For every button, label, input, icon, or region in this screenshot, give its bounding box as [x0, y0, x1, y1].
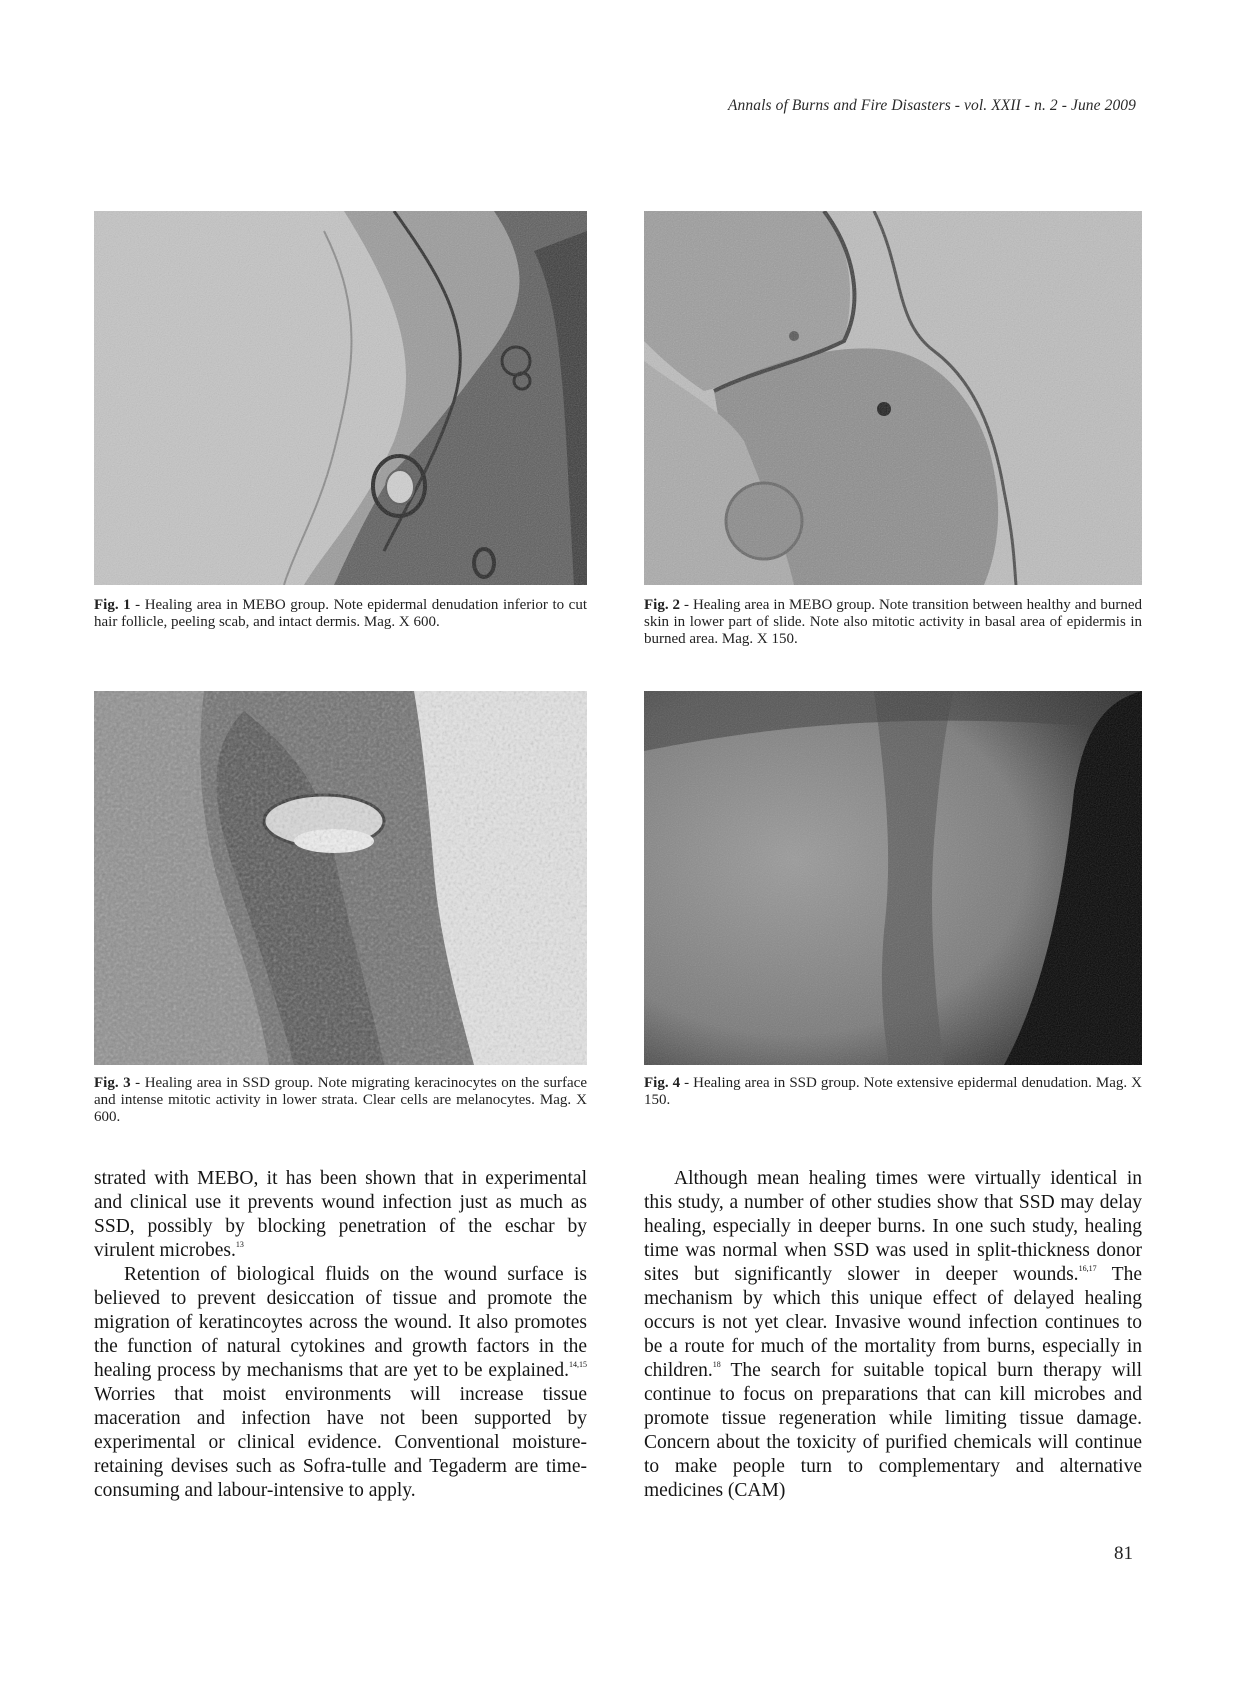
- citation-16-17: 16,17: [1078, 1264, 1097, 1273]
- figure-3-label: Fig. 3: [94, 1075, 131, 1091]
- figure-2: [644, 211, 1142, 585]
- figure-3-micrograph: [94, 691, 587, 1065]
- right-paragraph-1: [644, 1167, 1142, 1503]
- left-paragraph-2: [94, 1263, 587, 1503]
- citation-14-15: 14,15: [569, 1360, 587, 1369]
- figure-1-label: Fig. 1: [94, 597, 131, 613]
- left-paragraph-1: [94, 1167, 587, 1263]
- figure-3-caption: [94, 1075, 587, 1126]
- figure-3: [94, 691, 587, 1065]
- figure-2-label: Fig. 2: [644, 597, 681, 613]
- page-number: 81: [1114, 1543, 1133, 1564]
- figure-4-caption-text: - Healing area in SSD group. Note extensive epidermal denudation. Mag. X 150.: [644, 1075, 1142, 1108]
- right-paragraph-1-text-b: The mechanism by which this unique effect of delayed healing occurs is not yet clear. Invasive wound infection continues to be a route for much of the mortality from burns, especially in children.: [644, 1264, 1142, 1381]
- figure-2-caption: [644, 597, 1142, 648]
- figure-1-caption: [94, 597, 587, 631]
- citation-13: 13: [235, 1240, 244, 1249]
- figure-1-micrograph: [94, 211, 587, 585]
- body-left-column: [94, 1167, 587, 1503]
- citation-18: 18: [712, 1360, 721, 1369]
- figure-1: [94, 211, 587, 585]
- figure-4: [644, 691, 1142, 1065]
- left-paragraph-1-text: strated with MEBO, it has been shown that in experimental and clinical use it prevents wound infection just as much as SSD, possibly by blocking penetration of the eschar by virulent microbes.: [94, 1168, 587, 1261]
- figure-2-micrograph: [644, 211, 1142, 585]
- figure-4-caption: [644, 1075, 1142, 1109]
- figure-3-caption-text: - Healing area in SSD group. Note migrating keracinocytes on the surface and intense mitotic activity in lower strata. Clear cells are melanocytes. Mag. X 600.: [94, 1075, 587, 1125]
- figure-1-caption-text: - Healing area in MEBO group. Note epidermal denudation inferior to cut hair follicle, peeling scab, and intact dermis. Mag. X 600.: [94, 597, 587, 630]
- running-header: Annals of Burns and Fire Disasters - vol. XXII - n. 2 - June 2009: [727, 97, 1136, 114]
- left-paragraph-2-text-b: Worries that moist environments will increase tissue maceration and infection have not been supported by experimental or clinical evidence. Conventional moisture-retaining devises such as Sofra-tulle and Tegaderm are time-consuming and labour-intensive to apply.: [94, 1384, 587, 1501]
- right-paragraph-1-text-a: Although mean healing times were virtually identical in this study, a number of other studies show that SSD may delay healing, especially in deeper burns. In one such study, healing time was normal when SSD was used in split-thickness donor sites but significantly slower in deeper wounds.: [644, 1168, 1142, 1285]
- figure-2-caption-text: - Healing area in MEBO group. Note transition between healthy and burned skin in lower part of slide. Note also mitotic activity in basal area of epidermis in burned area. Mag. X 150.: [644, 597, 1142, 647]
- body-right-column: [644, 1167, 1142, 1503]
- left-paragraph-2-text-a: Retention of biological fluids on the wound surface is believed to prevent desiccation of tissue and promote the migration of keratincoytes across the wound. It also promotes the function of natural cytokines and growth factors in the healing process by mechanisms that are yet to be explained.: [94, 1264, 587, 1381]
- right-paragraph-1-text-c: The search for suitable topical burn therapy will continue to focus on preparations that can kill microbes and promote tissue regeneration while limiting tissue damage. Concern about the toxicity of purified chemicals will continue to make people turn to complementary and alternative medicines (CAM): [644, 1360, 1142, 1501]
- figure-4-label: Fig. 4: [644, 1075, 681, 1091]
- figure-4-micrograph: [644, 691, 1142, 1065]
